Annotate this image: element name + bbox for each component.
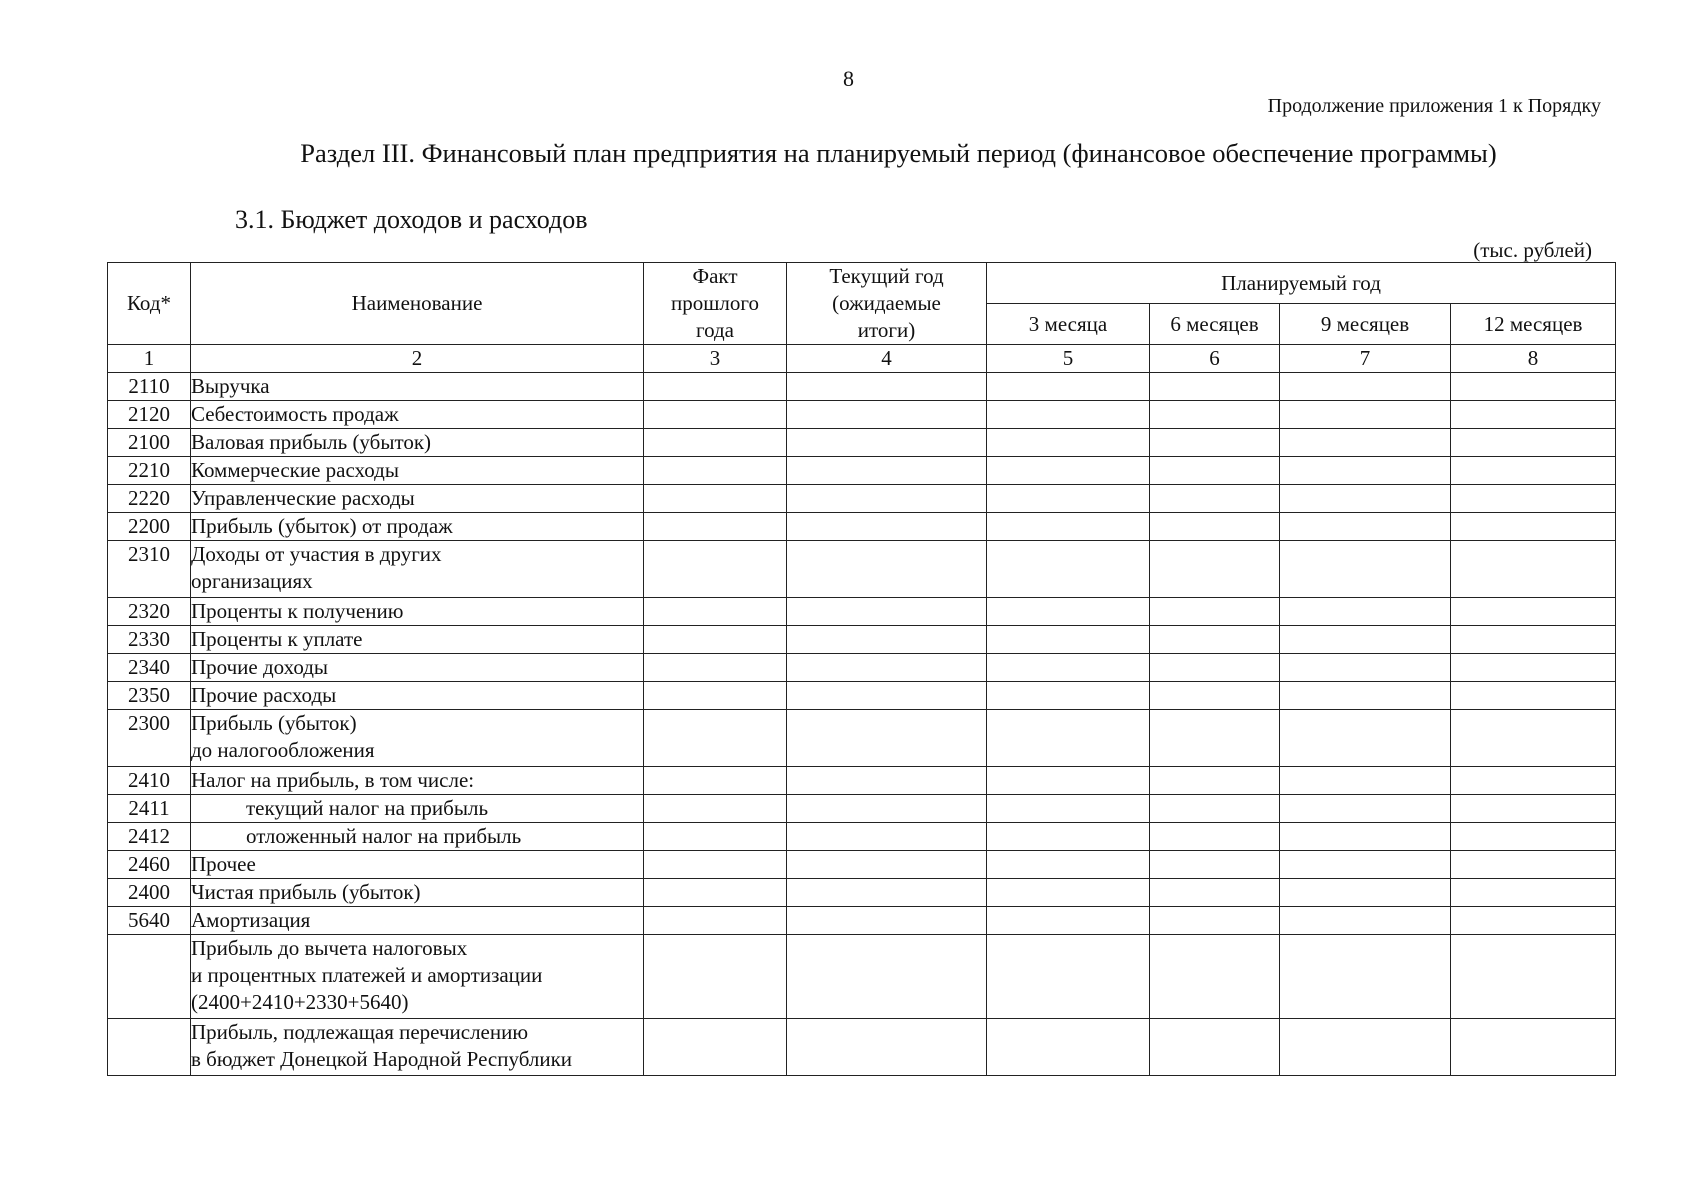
row-name-line: Проценты к уплате — [191, 627, 363, 651]
value-cell[interactable] — [1280, 654, 1451, 682]
value-cell[interactable] — [787, 598, 987, 626]
value-cell[interactable] — [987, 654, 1150, 682]
value-cell[interactable] — [787, 485, 987, 513]
row-name — [191, 457, 644, 485]
row-code: 2412 — [108, 823, 191, 851]
row-name-line: текущий налог на прибыль — [246, 796, 489, 820]
value-cell[interactable] — [1280, 851, 1451, 879]
subsection-title: 3.1. Бюджет доходов и расходов — [235, 205, 588, 234]
table-row — [108, 851, 1616, 879]
value-cell[interactable] — [987, 767, 1150, 795]
value-cell[interactable] — [644, 457, 787, 485]
row-name — [191, 935, 644, 1019]
value-cell[interactable] — [1451, 935, 1616, 1019]
row-code: 5640 — [108, 907, 191, 935]
table-row — [108, 598, 1616, 626]
header-current-year-line: итоги) — [857, 318, 916, 342]
row-code: 2340 — [108, 654, 191, 682]
value-cell[interactable] — [644, 1019, 787, 1076]
header-month-3: 3 месяца — [987, 304, 1150, 345]
value-cell[interactable] — [787, 513, 987, 541]
value-cell[interactable] — [787, 541, 987, 598]
value-cell[interactable] — [1150, 935, 1280, 1019]
row-name-line: Управленческие расходы — [191, 486, 415, 510]
value-cell[interactable] — [1451, 373, 1616, 401]
value-cell[interactable] — [644, 485, 787, 513]
page-number: 8 — [843, 66, 854, 91]
value-cell[interactable] — [1280, 429, 1451, 457]
value-cell[interactable] — [1280, 710, 1451, 767]
header-planned-year: Планируемый год — [987, 263, 1616, 304]
value-cell[interactable] — [1451, 626, 1616, 654]
value-cell[interactable] — [787, 626, 987, 654]
row-code: 2300 — [108, 710, 191, 767]
header-code: Код* — [108, 263, 191, 345]
value-cell[interactable] — [987, 1019, 1150, 1076]
value-cell[interactable] — [1280, 1019, 1451, 1076]
value-cell[interactable] — [1150, 851, 1280, 879]
column-number: 7 — [1280, 345, 1451, 373]
row-name-line: Прочие расходы — [191, 683, 337, 707]
row-code — [108, 935, 191, 1019]
value-cell[interactable] — [1150, 1019, 1280, 1076]
value-cell[interactable] — [1280, 682, 1451, 710]
value-cell[interactable] — [644, 401, 787, 429]
budget-table-body — [108, 373, 1616, 1076]
table-row — [108, 541, 1616, 598]
value-cell[interactable] — [987, 429, 1150, 457]
value-cell[interactable] — [1280, 879, 1451, 907]
header-last-year-fact — [644, 263, 787, 345]
value-cell[interactable] — [1451, 823, 1616, 851]
row-name — [191, 907, 644, 935]
value-cell[interactable] — [644, 795, 787, 823]
row-name — [191, 598, 644, 626]
value-cell[interactable] — [987, 598, 1150, 626]
value-cell[interactable] — [1451, 907, 1616, 935]
header-last-year-line: прошлого — [671, 291, 759, 315]
value-cell[interactable] — [644, 767, 787, 795]
row-name-line: организациях — [191, 569, 313, 593]
row-name — [191, 823, 644, 851]
value-cell[interactable] — [1451, 682, 1616, 710]
row-code: 2220 — [108, 485, 191, 513]
row-name-line: Прибыль до вычета налоговых — [191, 936, 468, 960]
row-name-line: Выручка — [191, 374, 270, 398]
row-name — [191, 879, 644, 907]
header-current-year-line: (ожидаемые — [832, 291, 941, 315]
header-month-9: 9 месяцев — [1280, 304, 1451, 345]
row-name — [191, 1019, 644, 1076]
table-row — [108, 1019, 1616, 1076]
value-cell[interactable] — [987, 541, 1150, 598]
value-cell[interactable] — [644, 710, 787, 767]
value-cell[interactable] — [1150, 795, 1280, 823]
value-cell[interactable] — [1280, 513, 1451, 541]
row-code: 2411 — [108, 795, 191, 823]
row-name — [191, 626, 644, 654]
value-cell[interactable] — [1280, 598, 1451, 626]
value-cell[interactable] — [1451, 710, 1616, 767]
value-cell[interactable] — [644, 429, 787, 457]
row-code: 2320 — [108, 598, 191, 626]
value-cell[interactable] — [1150, 907, 1280, 935]
value-cell[interactable] — [644, 541, 787, 598]
table-row — [108, 710, 1616, 767]
table-row — [108, 373, 1616, 401]
value-cell[interactable] — [1451, 767, 1616, 795]
column-number: 3 — [644, 345, 787, 373]
column-number: 6 — [1150, 345, 1280, 373]
value-cell[interactable] — [987, 626, 1150, 654]
header-row-top — [108, 263, 1616, 304]
row-name-line: Прочее — [191, 852, 256, 876]
row-name — [191, 373, 644, 401]
header-month-6: 6 месяцев — [1150, 304, 1280, 345]
table-row — [108, 457, 1616, 485]
row-name — [191, 401, 644, 429]
value-cell[interactable] — [1451, 598, 1616, 626]
value-cell[interactable] — [987, 907, 1150, 935]
value-cell[interactable] — [644, 851, 787, 879]
row-name-line: Валовая прибыль (убыток) — [191, 430, 432, 454]
row-name-line: Прибыль, подлежащая перечислению — [191, 1020, 529, 1044]
value-cell[interactable] — [787, 935, 987, 1019]
value-cell[interactable] — [987, 879, 1150, 907]
value-cell[interactable] — [787, 879, 987, 907]
value-cell[interactable] — [1280, 373, 1451, 401]
row-code: 2460 — [108, 851, 191, 879]
value-cell[interactable] — [1150, 485, 1280, 513]
table-row — [108, 401, 1616, 429]
table-row — [108, 907, 1616, 935]
table-row — [108, 429, 1616, 457]
row-code: 2100 — [108, 429, 191, 457]
row-code — [108, 1019, 191, 1076]
value-cell[interactable] — [787, 373, 987, 401]
value-cell[interactable] — [1150, 541, 1280, 598]
value-cell[interactable] — [787, 851, 987, 879]
value-cell[interactable] — [1280, 541, 1451, 598]
header-name: Наименование — [191, 263, 644, 345]
value-cell[interactable] — [787, 457, 987, 485]
value-cell[interactable] — [1150, 710, 1280, 767]
table-row — [108, 485, 1616, 513]
row-name — [191, 654, 644, 682]
value-cell[interactable] — [644, 823, 787, 851]
column-number: 4 — [787, 345, 987, 373]
table-row — [108, 626, 1616, 654]
value-cell[interactable] — [787, 823, 987, 851]
value-cell[interactable] — [1150, 513, 1280, 541]
column-number: 2 — [191, 345, 644, 373]
table-row — [108, 513, 1616, 541]
row-name-line: и процентных платежей и амортизации — [191, 963, 543, 987]
section-title: Раздел III. Финансовый план предприятия на планируемый период (финансовое обеспечение программы) — [300, 138, 1497, 168]
value-cell[interactable] — [644, 879, 787, 907]
row-name-line: Прочие доходы — [191, 655, 329, 679]
value-cell[interactable] — [1150, 598, 1280, 626]
value-cell[interactable] — [1150, 457, 1280, 485]
row-name-line: Прибыль (убыток) от продаж — [191, 514, 453, 538]
value-cell[interactable] — [987, 710, 1150, 767]
value-cell[interactable] — [1150, 767, 1280, 795]
column-number: 1 — [108, 345, 191, 373]
value-cell[interactable] — [987, 823, 1150, 851]
row-name — [191, 513, 644, 541]
table-row — [108, 767, 1616, 795]
value-cell[interactable] — [644, 626, 787, 654]
value-cell[interactable] — [987, 682, 1150, 710]
value-cell[interactable] — [1280, 626, 1451, 654]
value-cell[interactable] — [1150, 654, 1280, 682]
value-cell[interactable] — [1280, 457, 1451, 485]
row-name-line: в бюджет Донецкой Народной Республики — [191, 1047, 573, 1071]
row-code: 2210 — [108, 457, 191, 485]
value-cell[interactable] — [644, 513, 787, 541]
value-cell[interactable] — [1451, 851, 1616, 879]
value-cell[interactable] — [987, 485, 1150, 513]
table-row — [108, 935, 1616, 1019]
value-cell[interactable] — [987, 457, 1150, 485]
row-name-line: Доходы от участия в других — [191, 542, 442, 566]
row-name — [191, 795, 644, 823]
row-name — [191, 710, 644, 767]
header-current-year — [787, 263, 987, 345]
value-cell[interactable] — [787, 767, 987, 795]
table-row — [108, 795, 1616, 823]
value-cell[interactable] — [644, 682, 787, 710]
value-cell[interactable] — [1280, 485, 1451, 513]
value-cell[interactable] — [1280, 907, 1451, 935]
value-cell[interactable] — [987, 401, 1150, 429]
value-cell[interactable] — [644, 907, 787, 935]
row-name-line: Налог на прибыль, в том числе: — [191, 768, 475, 792]
header-last-year-line: года — [696, 318, 734, 342]
row-code: 2200 — [108, 513, 191, 541]
value-cell[interactable] — [987, 795, 1150, 823]
row-name — [191, 429, 644, 457]
row-name — [191, 541, 644, 598]
value-cell[interactable] — [644, 598, 787, 626]
value-cell[interactable] — [1451, 401, 1616, 429]
value-cell[interactable] — [1150, 682, 1280, 710]
row-code: 2330 — [108, 626, 191, 654]
value-cell[interactable] — [1280, 823, 1451, 851]
row-name — [191, 485, 644, 513]
value-cell[interactable] — [1451, 654, 1616, 682]
appendix-note: Продолжение приложения 1 к Порядку — [1267, 95, 1601, 117]
row-name-line: Прибыль (убыток) — [191, 711, 357, 735]
row-name-line: Себестоимость продаж — [191, 402, 399, 426]
column-number: 5 — [987, 345, 1150, 373]
value-cell[interactable] — [1150, 626, 1280, 654]
row-name-line: до налогообложения — [191, 738, 375, 762]
value-cell[interactable] — [1280, 935, 1451, 1019]
row-code: 2310 — [108, 541, 191, 598]
header-current-year-line: Текущий год — [829, 264, 944, 288]
table-row — [108, 823, 1616, 851]
value-cell[interactable] — [987, 851, 1150, 879]
row-name-line: Амортизация — [191, 908, 311, 932]
row-name-line: Проценты к получению — [191, 599, 404, 623]
value-cell[interactable] — [644, 935, 787, 1019]
value-cell[interactable] — [1451, 1019, 1616, 1076]
value-cell[interactable] — [787, 907, 987, 935]
row-name-line: (2400+2410+2330+5640) — [191, 990, 409, 1014]
value-cell[interactable] — [787, 710, 987, 767]
units-label: (тыс. рублей) — [1473, 238, 1592, 262]
value-cell[interactable] — [1451, 879, 1616, 907]
table-row — [108, 682, 1616, 710]
header-last-year-line: Факт — [692, 264, 738, 288]
value-cell[interactable] — [787, 429, 987, 457]
table-row — [108, 654, 1616, 682]
value-cell[interactable] — [1150, 373, 1280, 401]
value-cell[interactable] — [1451, 485, 1616, 513]
value-cell[interactable] — [1451, 795, 1616, 823]
value-cell[interactable] — [787, 401, 987, 429]
value-cell[interactable] — [1150, 879, 1280, 907]
value-cell[interactable] — [987, 373, 1150, 401]
header-month-12: 12 месяцев — [1451, 304, 1616, 345]
row-name — [191, 682, 644, 710]
value-cell[interactable] — [1280, 401, 1451, 429]
value-cell[interactable] — [1150, 823, 1280, 851]
value-cell[interactable] — [1150, 429, 1280, 457]
value-cell[interactable] — [787, 1019, 987, 1076]
row-name-line: отложенный налог на прибыль — [246, 824, 522, 848]
value-cell[interactable] — [987, 935, 1150, 1019]
value-cell[interactable] — [787, 682, 987, 710]
row-name — [191, 767, 644, 795]
value-cell[interactable] — [1280, 795, 1451, 823]
row-code: 2120 — [108, 401, 191, 429]
row-name-line: Коммерческие расходы — [191, 458, 399, 482]
budget-table — [107, 262, 1616, 1076]
row-code: 2410 — [108, 767, 191, 795]
value-cell[interactable] — [644, 654, 787, 682]
value-cell[interactable] — [1451, 541, 1616, 598]
row-code: 2110 — [108, 373, 191, 401]
value-cell[interactable] — [644, 373, 787, 401]
table-row — [108, 879, 1616, 907]
value-cell[interactable] — [1150, 401, 1280, 429]
value-cell[interactable] — [1451, 457, 1616, 485]
value-cell[interactable] — [1451, 513, 1616, 541]
row-code: 2350 — [108, 682, 191, 710]
row-name-line: Чистая прибыль (убыток) — [191, 880, 421, 904]
value-cell[interactable] — [787, 795, 987, 823]
value-cell[interactable] — [787, 654, 987, 682]
column-number-row — [108, 345, 1616, 373]
value-cell[interactable] — [1451, 429, 1616, 457]
value-cell[interactable] — [987, 513, 1150, 541]
row-name — [191, 851, 644, 879]
column-number: 8 — [1451, 345, 1616, 373]
value-cell[interactable] — [1280, 767, 1451, 795]
row-code: 2400 — [108, 879, 191, 907]
